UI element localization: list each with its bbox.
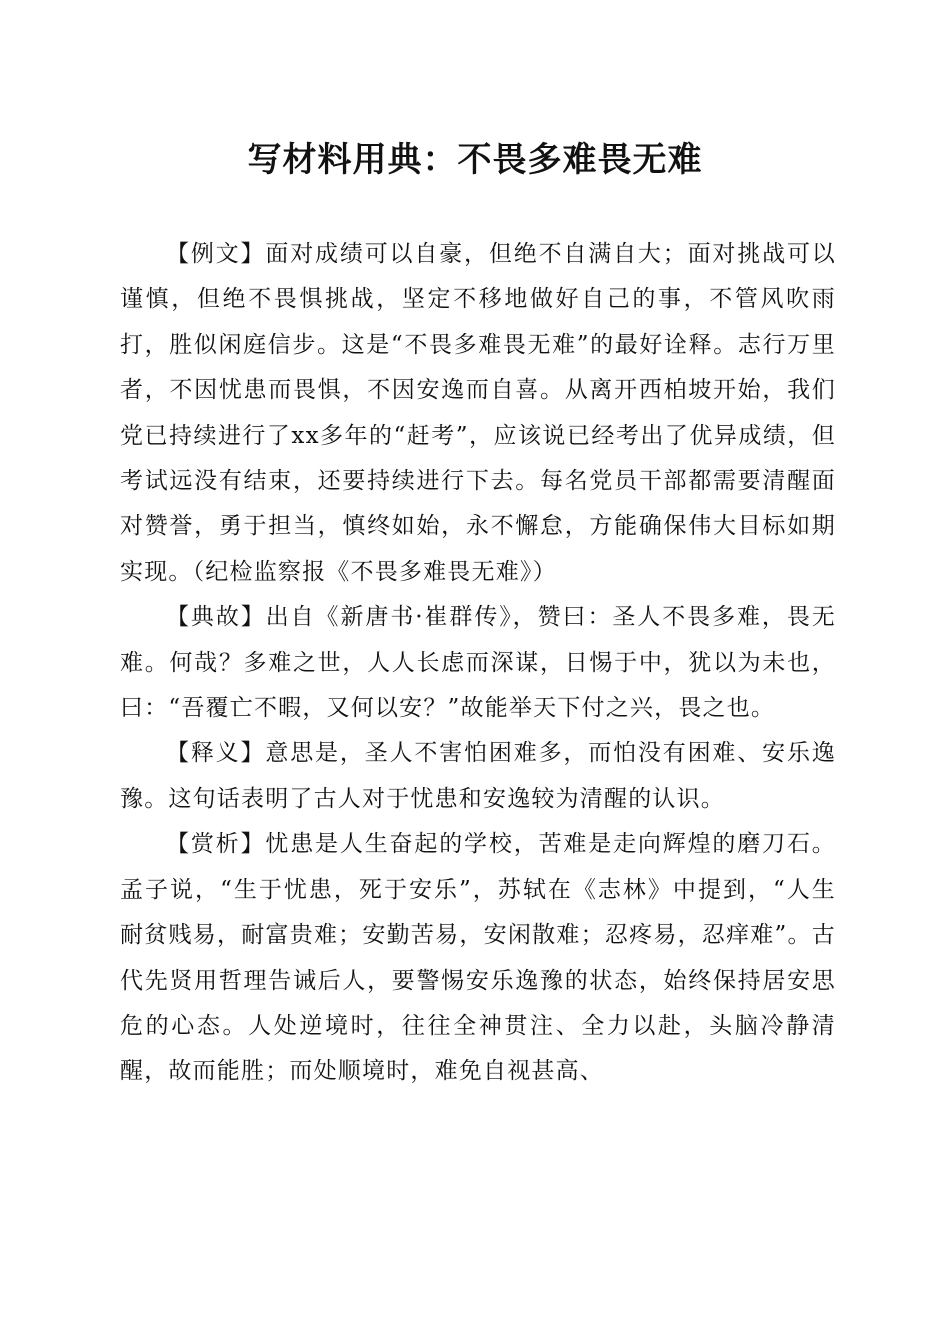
paragraph-label: 【典故】 bbox=[166, 604, 266, 631]
paragraph-text: 意思是，圣人不害怕困难多，而怕没有困难、安乐逸豫。这句话表明了古人对于忧患和安逸较为清醒的认识。 bbox=[120, 740, 836, 812]
paragraph-label: 【释义】 bbox=[166, 740, 266, 767]
document-body bbox=[120, 232, 836, 1095]
paragraph-text: 忧患是人生奋起的学校，苦难是走向辉煌的磨刀石。孟子说，“生于忧患，死于安乐”，苏轼在《志林》中提到，“人生耐贫贱易，耐富贵难；安勤苦易，安闲散难；忍疼易，忍痒难”。古代先贤用哲理告诫后人，要警惕安乐逸豫的状态，始终保持居安思危的心态。人处逆境时，往往全神贯注、全力以赴，头脑冷静清醒，故而能胜；而处顺境时，难免自视甚高、 bbox=[120, 831, 836, 1085]
paragraph-label: 【例文】 bbox=[166, 241, 266, 267]
paragraph-label: 【赏析】 bbox=[166, 831, 266, 858]
paragraph-text: 出自《新唐书·崔群传》，赞曰：圣人不畏多难，畏无难。何哉？多难之世，人人长虑而深谋，日惕于中，犹以为未也，曰：“吾覆亡不暇，又何以安？”故能举天下付之兴，畏之也。 bbox=[120, 604, 836, 722]
paragraph-appreciation bbox=[120, 822, 836, 1094]
paragraph-meaning bbox=[120, 731, 836, 822]
paragraph-allusion bbox=[120, 595, 836, 731]
paragraph-text: 面对成绩可以自豪，但绝不自满自大；面对挑战可以谨慎，但绝不畏惧挑战，坚定不移地做好自己的事，不管风吹雨打，胜似闲庭信步。这是“不畏多难畏无难”的最好诠释。志行万里者，不因忧患而畏惧，不因安逸而自喜。从离开西柏坡开始，我们党已持续进行了xx多年的“赶考”，应该说已经考出了优异成绩，但考试远没有结束，还要持续进行下去。每名党员干部都需要清醒面对赞誉，勇于担当，慎终如始，永不懈怠，方能确保伟大目标如期实现。（纪检监察报《不畏多难畏无难》） bbox=[120, 241, 836, 585]
document-title: 写材料用典：不畏多难畏无难 bbox=[247, 140, 703, 180]
paragraph-example bbox=[120, 232, 836, 595]
